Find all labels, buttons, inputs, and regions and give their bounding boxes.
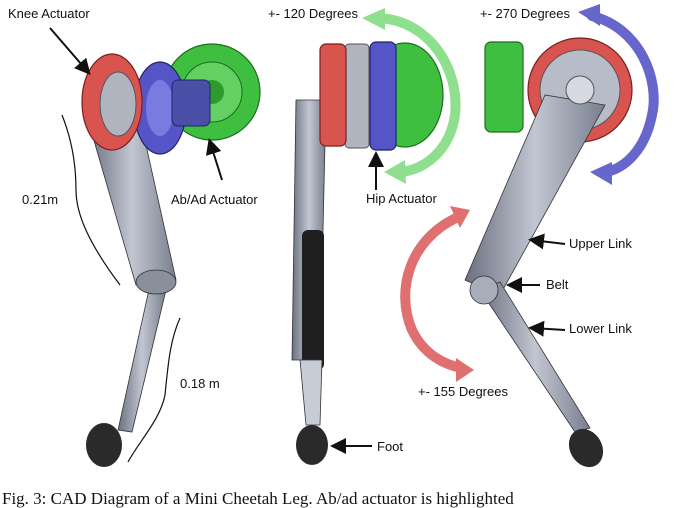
label-hip-actuator: Hip Actuator [366,191,437,206]
label-dim-upper: 0.21m [22,192,59,207]
right-lower-link [480,282,590,432]
left-view [50,28,260,467]
left-knee-actuator [82,54,142,150]
right-foot [562,423,610,474]
label-abad-actuator: Ab/Ad Actuator [171,192,258,207]
right-abad-actuator [485,42,523,132]
label-knee-rotation: +- 270 Degrees [480,6,570,21]
middle-knee-actuator [320,44,346,146]
middle-foot [296,425,328,465]
middle-belt [302,230,324,370]
label-upper-link: Upper Link [569,236,632,251]
label-dim-lower: 0.18 m [180,376,220,391]
label-hip-rotation: +- 120 Degrees [268,6,358,21]
left-foot [86,423,122,467]
left-lower-link [118,285,166,432]
label-knee-sweep: +- 155 Degrees [418,384,508,399]
figure-caption: Fig. 3: CAD Diagram of a Mini Cheetah Leg. Ab/ad actuator is highlighted [2,489,514,508]
middle-hip-actuator [370,42,396,150]
knee-sweep-arrow [405,218,462,368]
label-belt: Belt [546,277,569,292]
label-lower-link: Lower Link [569,321,632,336]
label-foot: Foot [377,439,404,454]
label-knee-actuator: Knee Actuator [8,6,90,21]
